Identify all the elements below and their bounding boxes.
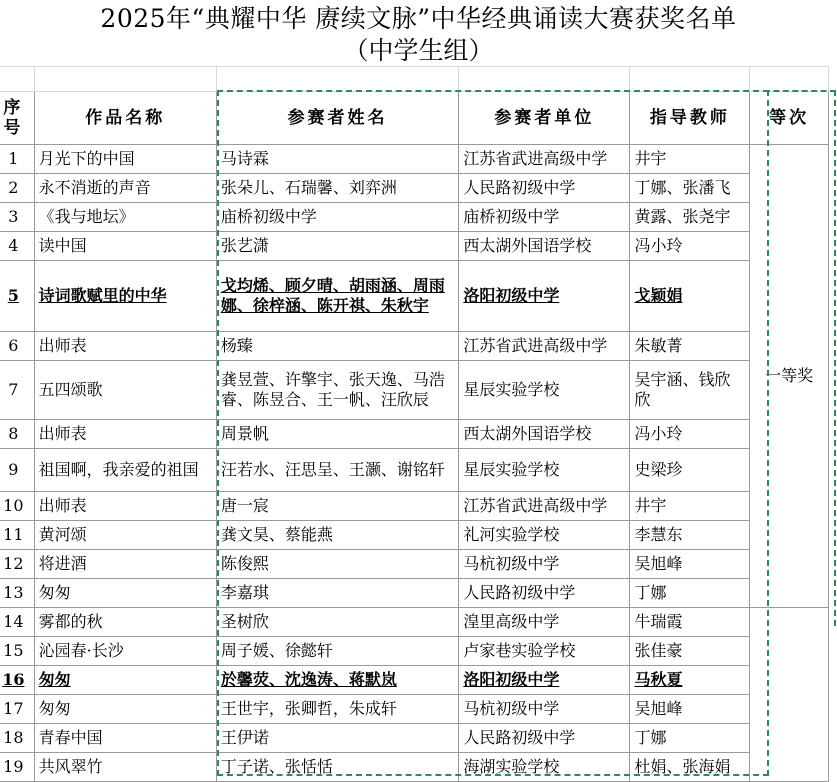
cell-teacher[interactable]: 吴旭峰 bbox=[630, 550, 750, 579]
cell-work[interactable]: 匆匆 bbox=[34, 695, 216, 724]
header-work[interactable]: 作品名称 bbox=[34, 92, 216, 145]
cell-work[interactable]: 匆匆 bbox=[34, 579, 216, 608]
cell-work[interactable]: 读中国 bbox=[34, 232, 216, 261]
cell-teacher[interactable]: 张佳豪 bbox=[630, 637, 750, 666]
cell-num[interactable]: 11 bbox=[0, 521, 34, 550]
cell-teacher[interactable]: 朱敏菁 bbox=[630, 332, 750, 361]
cell-names[interactable]: 陈俊熙 bbox=[216, 550, 459, 579]
cell-award-first[interactable]: 一等奖 bbox=[750, 145, 829, 608]
cell-teacher[interactable]: 吴旭峰 bbox=[630, 695, 750, 724]
table-row bbox=[0, 579, 829, 608]
cell-unit[interactable]: 人民路初级中学 bbox=[459, 174, 630, 203]
cell-teacher[interactable]: 史梁珍 bbox=[630, 449, 750, 492]
cell-unit[interactable]: 马杭初级中学 bbox=[459, 695, 630, 724]
cell-unit[interactable]: 星辰实验学校 bbox=[459, 449, 630, 492]
cell-work[interactable]: 雾都的秋 bbox=[34, 608, 216, 637]
cell-num[interactable]: 18 bbox=[0, 724, 34, 753]
cell-work[interactable]: 出师表 bbox=[34, 420, 216, 449]
cell-work[interactable]: 诗词歌赋里的中华 bbox=[34, 261, 216, 332]
cell-num[interactable]: 15 bbox=[0, 637, 34, 666]
table-row bbox=[0, 361, 829, 420]
cell-work[interactable]: 出师表 bbox=[34, 492, 216, 521]
table-row bbox=[0, 666, 829, 695]
cell-teacher[interactable]: 马秋夏 bbox=[630, 666, 750, 695]
cell-teacher[interactable]: 冯小玲 bbox=[630, 232, 750, 261]
table-row bbox=[0, 724, 829, 753]
cell-unit[interactable]: 海湖实验学校 bbox=[459, 753, 630, 782]
cell-names[interactable]: 张朵儿、石瑞馨、刘弈洲 bbox=[216, 174, 459, 203]
cell-work[interactable]: 《我与地坛》 bbox=[34, 203, 216, 232]
cell-names[interactable]: 庙桥初级中学 bbox=[216, 203, 459, 232]
cell-teacher[interactable]: 杜娟、张海娟 bbox=[630, 753, 750, 782]
cell-names[interactable]: 马诗霖 bbox=[216, 145, 459, 174]
table-row bbox=[0, 695, 829, 724]
cell-unit[interactable]: 西太湖外国语学校 bbox=[459, 420, 630, 449]
cell-names[interactable]: 圣树欣 bbox=[216, 608, 459, 637]
cell-teacher[interactable]: 丁娜、张潘飞 bbox=[630, 174, 750, 203]
cell-teacher[interactable]: 井宇 bbox=[630, 145, 750, 174]
title-line-1: 2025年“典耀中华 赓续文脉”中华经典诵读大赛获奖名单 bbox=[100, 4, 737, 33]
cell-unit[interactable]: 洛阳初级中学 bbox=[459, 261, 630, 332]
table-row bbox=[0, 332, 829, 361]
cell-num[interactable]: 17 bbox=[0, 695, 34, 724]
table-row bbox=[0, 608, 829, 637]
cell-unit[interactable]: 卢家巷实验学校 bbox=[459, 637, 630, 666]
cell-num[interactable]: 12 bbox=[0, 550, 34, 579]
cell-names[interactable]: 龚文昊、蔡能燕 bbox=[216, 521, 459, 550]
header-num[interactable]: 序号 bbox=[0, 92, 34, 145]
cell-names[interactable]: 王世宇，张卿哲，朱成轩 bbox=[216, 695, 459, 724]
cell-teacher[interactable]: 吴宇涵、钱欣欣 bbox=[630, 361, 750, 420]
cell-unit[interactable]: 星辰实验学校 bbox=[459, 361, 630, 420]
cell-num[interactable]: 2 bbox=[0, 174, 34, 203]
cell-unit[interactable]: 湟里高级中学 bbox=[459, 608, 630, 637]
cell-teacher[interactable]: 丁娜 bbox=[630, 724, 750, 753]
cell-award-second[interactable] bbox=[750, 608, 829, 782]
header-row bbox=[0, 92, 829, 145]
table-row bbox=[0, 449, 829, 492]
table-row bbox=[0, 232, 829, 261]
cell-unit[interactable]: 江苏省武进高级中学 bbox=[459, 332, 630, 361]
cell-work[interactable]: 青春中国 bbox=[34, 724, 216, 753]
cell-unit[interactable]: 礼河实验学校 bbox=[459, 521, 630, 550]
cell-num[interactable]: 3 bbox=[0, 203, 34, 232]
table-row bbox=[0, 492, 829, 521]
cell-teacher[interactable]: 黄露、张尧宇 bbox=[630, 203, 750, 232]
cell-num[interactable]: 14 bbox=[0, 608, 34, 637]
table-row bbox=[0, 637, 829, 666]
cell-teacher[interactable]: 井宇 bbox=[630, 492, 750, 521]
cell-unit[interactable]: 江苏省武进高级中学 bbox=[459, 492, 630, 521]
cell-work[interactable]: 五四颂歌 bbox=[34, 361, 216, 420]
cell-names[interactable]: 於馨荧、沈逸涛、蒋默岚 bbox=[216, 666, 459, 695]
table-row bbox=[0, 550, 829, 579]
cell-names[interactable]: 周景帆 bbox=[216, 420, 459, 449]
cell-work[interactable]: 匆匆 bbox=[34, 666, 216, 695]
cell-unit[interactable]: 西太湖外国语学校 bbox=[459, 232, 630, 261]
cell-num[interactable]: 6 bbox=[0, 332, 34, 361]
header-names[interactable]: 参赛者姓名 bbox=[216, 92, 459, 145]
table-row bbox=[0, 203, 829, 232]
spreadsheet-grid bbox=[0, 66, 837, 774]
cell-num[interactable]: 19 bbox=[0, 753, 34, 782]
header-award[interactable]: 等次 bbox=[750, 92, 829, 145]
cell-teacher[interactable]: 冯小玲 bbox=[630, 420, 750, 449]
cell-names[interactable]: 汪若水、汪思呈、王灏、谢铭轩 bbox=[216, 449, 459, 492]
cell-names[interactable]: 丁子诺、张恬恬 bbox=[216, 753, 459, 782]
cell-work[interactable]: 共风翠竹 bbox=[34, 753, 216, 782]
cell-num[interactable]: 9 bbox=[0, 449, 34, 492]
cell-work[interactable]: 沁园春·长沙 bbox=[34, 637, 216, 666]
cell-teacher[interactable]: 牛瑞霞 bbox=[630, 608, 750, 637]
cell-work[interactable]: 永不消逝的声音 bbox=[34, 174, 216, 203]
cell-work[interactable]: 将进酒 bbox=[34, 550, 216, 579]
document-title bbox=[0, 0, 837, 66]
cell-work[interactable]: 黄河颂 bbox=[34, 521, 216, 550]
cell-num[interactable]: 4 bbox=[0, 232, 34, 261]
cell-num[interactable]: 7 bbox=[0, 361, 34, 420]
table-row bbox=[0, 521, 829, 550]
cell-work[interactable]: 出师表 bbox=[34, 332, 216, 361]
cell-teacher[interactable]: 丁娜 bbox=[630, 579, 750, 608]
header-unit[interactable]: 参赛者单位 bbox=[459, 92, 630, 145]
table-row bbox=[0, 753, 829, 782]
cell-unit[interactable]: 洛阳初级中学 bbox=[459, 666, 630, 695]
cell-names[interactable]: 周子媛、徐懿轩 bbox=[216, 637, 459, 666]
cell-teacher[interactable]: 李慧东 bbox=[630, 521, 750, 550]
cell-unit[interactable]: 人民路初级中学 bbox=[459, 579, 630, 608]
cell-num[interactable]: 5 bbox=[0, 261, 34, 332]
cell-names[interactable]: 戈均烯、顾夕晴、胡雨涵、周雨娜、徐梓涵、陈开祺、朱秋宇 bbox=[216, 261, 459, 332]
cell-names[interactable]: 龚昱萱、许擎宇、张天逸、马浩睿、陈昱合、王一帆、汪欣辰 bbox=[216, 361, 459, 420]
cell-unit[interactable]: 庙桥初级中学 bbox=[459, 203, 630, 232]
cell-unit[interactable]: 人民路初级中学 bbox=[459, 724, 630, 753]
header-teacher[interactable]: 指导教师 bbox=[630, 92, 750, 145]
cell-unit[interactable]: 江苏省武进高级中学 bbox=[459, 145, 630, 174]
cell-teacher[interactable]: 戈颖娟 bbox=[630, 261, 750, 332]
table-row bbox=[0, 145, 829, 174]
cell-num[interactable]: 16 bbox=[0, 666, 34, 695]
cell-names[interactable]: 杨臻 bbox=[216, 332, 459, 361]
table-row bbox=[0, 174, 829, 203]
cell-names[interactable]: 王伊诺 bbox=[216, 724, 459, 753]
cell-work[interactable]: 祖国啊，我亲爱的祖国 bbox=[34, 449, 216, 492]
blank-row bbox=[0, 67, 829, 92]
cell-num[interactable]: 10 bbox=[0, 492, 34, 521]
cell-work[interactable]: 月光下的中国 bbox=[34, 145, 216, 174]
table-row bbox=[0, 420, 829, 449]
cell-num[interactable]: 13 bbox=[0, 579, 34, 608]
cell-names[interactable]: 李嘉琪 bbox=[216, 579, 459, 608]
table-row bbox=[0, 261, 829, 332]
cell-names[interactable]: 唐一宸 bbox=[216, 492, 459, 521]
cell-unit[interactable]: 马杭初级中学 bbox=[459, 550, 630, 579]
cell-names[interactable]: 张艺潇 bbox=[216, 232, 459, 261]
cell-num[interactable]: 8 bbox=[0, 420, 34, 449]
cell-num[interactable]: 1 bbox=[0, 145, 34, 174]
awards-table bbox=[0, 66, 829, 782]
title-line-2: （中学生组） bbox=[343, 36, 494, 65]
